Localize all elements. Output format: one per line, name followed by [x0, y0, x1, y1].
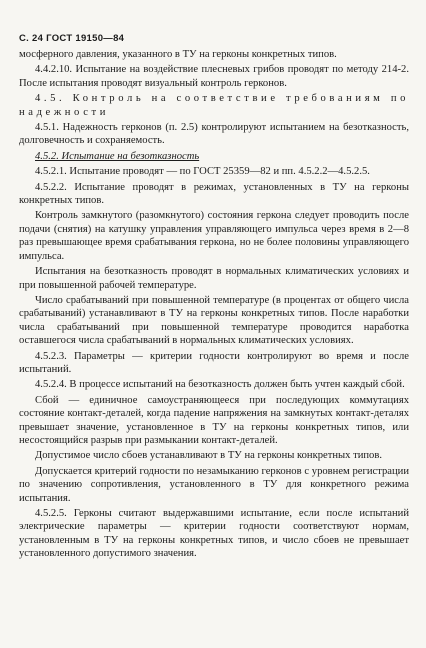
paragraph: Допускается критерий годности по незамыканию герконов с уровнем регистрации по значению сопротивления, установленного в ТУ для конкретного режима испытания. [19, 465, 409, 504]
paragraph: Сбой — единичное самоустраняющееся при последующих коммутациях состояние контакт-деталей, когда падение напряжения на замкнутых контакт-деталях превышает значение, установленное в ТУ на герконы конкретных типов, или несостоящийся разрыв при размыкании контакт-деталей. [19, 394, 409, 446]
paragraph: Контроль замкнутого (разомкнутого) состояния геркона следует проводить после подачи (снятия) на катушку управления управляющего импульса через время в 2—8 раз превышающее время срабатывания геркона, но не более половины управляющего импульса. [19, 210, 409, 262]
paragraph: 4.5.1. Надежность герконов (п. 2.5) контролируют испытанием на безотказность, долговечность и сохраняемость. [19, 122, 409, 147]
paragraph: 4.5.2.3. Параметры — критерии годности контролируют во время и после испытаний. [19, 350, 409, 375]
paragraph: 4.5.2.2. Испытание проводят в режимах, установленных в ТУ на герконы конкретных типов. [19, 181, 409, 207]
paragraph: 4.5.2.4. В процессе испытаний на безотказность должен быть учтен каждый сбой. [35, 379, 405, 391]
paragraph: Испытания на безотказность проводят в нормальных климатических условиях и при повышенной рабочей температуре. [19, 266, 409, 291]
document-body [19, 48, 409, 563]
paragraph: 4.4.2.10. Испытание на воздействие плесневых грибов проводят по методу 214-2. После испытания проводят визуальный контроль герконов. [19, 64, 409, 89]
page-header: С. 24 ГОСТ 19150—84 [19, 33, 125, 44]
paragraph: 4.5.2.5. Герконы считают выдержавшими испытание, если после испытаний электрические параметры — критерии годности соответствуют нормам, установленным в ТУ на герконы конкретных типов, и число сбоев не превышает установленного допустимого значения. [19, 508, 409, 560]
section-heading: 4.5. Контроль на соответствие требованиям по надежности [19, 93, 409, 118]
paragraph: Число срабатываний при повышенной температуре (в процентах от общего числа срабатываний) устанавливают в ТУ на герконы конкретных типов. После наработки числа срабатываний при повышенной температуре проводится наработка оставшегося числа срабатываний в нормальных климатических условиях. [19, 294, 409, 347]
paragraph: Допустимое число сбоев устанавливают в ТУ на герконы конкретных типов. [35, 450, 383, 462]
paragraph: мосферного давления, указанного в ТУ на герконы конкретных типов. [19, 49, 337, 60]
subsection-heading: 4.5.2. Испытание на безотказность [35, 150, 200, 162]
paragraph: 4.5.2.1. Испытание проводят — по ГОСТ 25359—82 и пп. 4.5.2.2—4.5.2.5. [35, 166, 370, 178]
